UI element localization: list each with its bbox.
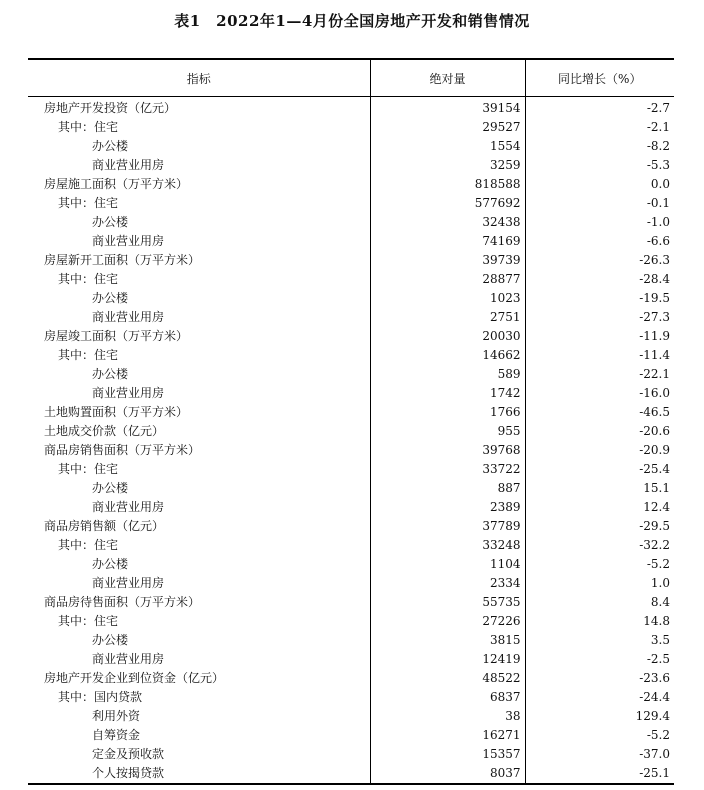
row-indicator: 商业营业用房	[92, 234, 165, 248]
row-growth-value: -29.5	[525, 517, 674, 536]
row-growth-value: -1.0	[525, 213, 674, 232]
row-absolute-value: 33722	[370, 460, 525, 479]
table-row	[28, 745, 674, 764]
table-header-row	[28, 60, 674, 97]
row-absolute-value: 577692	[370, 194, 525, 213]
row-growth-value: 12.4	[525, 498, 674, 517]
row-absolute-value: 20030	[370, 327, 525, 346]
table-row	[28, 384, 674, 403]
table-row	[28, 517, 674, 536]
row-absolute-value: 33248	[370, 536, 525, 555]
row-growth-value: 14.8	[525, 612, 674, 631]
row-absolute-value: 14662	[370, 346, 525, 365]
row-growth-value: -20.9	[525, 441, 674, 460]
row-indicator: 定金及预收款	[92, 747, 165, 761]
table-row	[28, 593, 674, 612]
table-row	[28, 612, 674, 631]
row-absolute-value: 3259	[370, 156, 525, 175]
row-indicator: 办公楼	[92, 633, 129, 647]
table-row	[28, 327, 674, 346]
table-row	[28, 631, 674, 650]
row-indicator: 土地成交价款（亿元）	[44, 424, 165, 438]
table-row	[28, 118, 674, 137]
row-indicator: 其中：住宅	[58, 538, 119, 552]
row-growth-value: -20.6	[525, 422, 674, 441]
row-growth-value: 0.0	[525, 175, 674, 194]
table-row	[28, 555, 674, 574]
table-row	[28, 707, 674, 726]
row-absolute-value: 2389	[370, 498, 525, 517]
row-indicator: 房地产开发企业到位资金（亿元）	[44, 671, 225, 685]
row-indicator: 办公楼	[92, 139, 129, 153]
row-absolute-value: 39154	[370, 97, 525, 119]
row-indicator: 土地购置面积（万平方米）	[44, 405, 189, 419]
row-indicator: 房屋新开工面积（万平方米）	[44, 253, 201, 267]
table-row	[28, 498, 674, 517]
row-growth-value: -32.2	[525, 536, 674, 555]
table-row	[28, 213, 674, 232]
row-indicator: 商业营业用房	[92, 652, 165, 666]
row-growth-value: -11.9	[525, 327, 674, 346]
row-absolute-value: 48522	[370, 669, 525, 688]
row-growth-value: -25.1	[525, 764, 674, 783]
table-row	[28, 536, 674, 555]
row-absolute-value: 15357	[370, 745, 525, 764]
row-absolute-value: 32438	[370, 213, 525, 232]
row-indicator: 其中：住宅	[58, 348, 119, 362]
row-growth-value: -46.5	[525, 403, 674, 422]
row-indicator: 房屋竣工面积（万平方米）	[44, 329, 189, 343]
table-row	[28, 270, 674, 289]
header-indicator: 指标	[28, 60, 370, 97]
data-table	[28, 60, 674, 783]
table-row	[28, 422, 674, 441]
row-absolute-value: 8037	[370, 764, 525, 783]
row-growth-value: -22.1	[525, 365, 674, 384]
row-absolute-value: 1023	[370, 289, 525, 308]
row-growth-value: -2.1	[525, 118, 674, 137]
table-row	[28, 441, 674, 460]
row-growth-value: -5.3	[525, 156, 674, 175]
row-growth-value: -19.5	[525, 289, 674, 308]
row-growth-value: -2.5	[525, 650, 674, 669]
row-growth-value: 15.1	[525, 479, 674, 498]
row-absolute-value: 29527	[370, 118, 525, 137]
row-growth-value: -27.3	[525, 308, 674, 327]
row-absolute-value: 1104	[370, 555, 525, 574]
row-absolute-value: 2751	[370, 308, 525, 327]
row-absolute-value: 6837	[370, 688, 525, 707]
row-growth-value: -28.4	[525, 270, 674, 289]
row-absolute-value: 2334	[370, 574, 525, 593]
table-row	[28, 365, 674, 384]
row-absolute-value: 37789	[370, 517, 525, 536]
table-row	[28, 726, 674, 745]
row-indicator: 利用外资	[92, 709, 141, 723]
row-growth-value: 1.0	[525, 574, 674, 593]
table-row	[28, 460, 674, 479]
row-indicator: 商品房销售面积（万平方米）	[44, 443, 201, 457]
row-growth-value: -26.3	[525, 251, 674, 270]
table-row	[28, 650, 674, 669]
row-growth-value: -16.0	[525, 384, 674, 403]
row-indicator: 商业营业用房	[92, 386, 165, 400]
row-absolute-value: 28877	[370, 270, 525, 289]
row-growth-value: -11.4	[525, 346, 674, 365]
row-absolute-value: 74169	[370, 232, 525, 251]
row-indicator: 办公楼	[92, 215, 129, 229]
row-absolute-value: 39768	[370, 441, 525, 460]
table-row	[28, 308, 674, 327]
row-growth-value: -5.2	[525, 726, 674, 745]
row-absolute-value: 887	[370, 479, 525, 498]
row-indicator: 个人按揭贷款	[92, 766, 165, 780]
row-indicator: 商品房销售额（亿元）	[44, 519, 165, 533]
row-growth-value: 3.5	[525, 631, 674, 650]
row-absolute-value: 27226	[370, 612, 525, 631]
row-absolute-value: 1742	[370, 384, 525, 403]
table-row	[28, 175, 674, 194]
table-row	[28, 156, 674, 175]
table-row	[28, 574, 674, 593]
row-indicator: 商业营业用房	[92, 310, 165, 324]
table-row	[28, 251, 674, 270]
row-growth-value: -24.4	[525, 688, 674, 707]
table-title: 表1 2022年1—4月份全国房地产开发和销售情况	[174, 12, 530, 30]
row-indicator: 办公楼	[92, 291, 129, 305]
row-absolute-value: 589	[370, 365, 525, 384]
row-indicator: 房地产开发投资（亿元）	[44, 101, 177, 115]
row-growth-value: -2.7	[525, 97, 674, 119]
table-row	[28, 232, 674, 251]
data-table-container	[28, 58, 674, 785]
row-growth-value: -37.0	[525, 745, 674, 764]
row-indicator: 办公楼	[92, 557, 129, 571]
row-indicator: 房屋施工面积（万平方米）	[44, 177, 189, 191]
row-absolute-value: 1554	[370, 137, 525, 156]
row-indicator: 办公楼	[92, 481, 129, 495]
row-growth-value: 129.4	[525, 707, 674, 726]
row-absolute-value: 1766	[370, 403, 525, 422]
row-growth-value: -5.2	[525, 555, 674, 574]
table-row	[28, 137, 674, 156]
row-growth-value: -23.6	[525, 669, 674, 688]
row-absolute-value: 55735	[370, 593, 525, 612]
row-absolute-value: 16271	[370, 726, 525, 745]
header-growth: 同比增长（%）	[525, 60, 674, 97]
table-row	[28, 688, 674, 707]
table-row	[28, 289, 674, 308]
row-indicator: 其中：住宅	[58, 462, 119, 476]
row-absolute-value: 818588	[370, 175, 525, 194]
row-growth-value: -8.2	[525, 137, 674, 156]
row-indicator: 商业营业用房	[92, 500, 165, 514]
row-indicator: 其中：住宅	[58, 272, 119, 286]
row-absolute-value: 12419	[370, 650, 525, 669]
row-growth-value: -0.1	[525, 194, 674, 213]
row-indicator: 其中：住宅	[58, 196, 119, 210]
row-absolute-value: 38	[370, 707, 525, 726]
row-indicator: 自筹资金	[92, 728, 141, 742]
row-indicator: 商品房待售面积（万平方米）	[44, 595, 201, 609]
table-row	[28, 669, 674, 688]
row-absolute-value: 955	[370, 422, 525, 441]
row-growth-value: -25.4	[525, 460, 674, 479]
table-body	[28, 97, 674, 784]
row-indicator: 办公楼	[92, 367, 129, 381]
row-absolute-value: 3815	[370, 631, 525, 650]
header-absolute: 绝对量	[370, 60, 525, 97]
row-growth-value: 8.4	[525, 593, 674, 612]
row-indicator: 其中：住宅	[58, 120, 119, 134]
table-row	[28, 97, 674, 119]
row-indicator: 其中：国内贷款	[58, 690, 143, 704]
table-row	[28, 346, 674, 365]
table-row	[28, 479, 674, 498]
table-row	[28, 764, 674, 783]
row-indicator: 商业营业用房	[92, 158, 165, 172]
table-row	[28, 194, 674, 213]
row-absolute-value: 39739	[370, 251, 525, 270]
row-indicator: 其中：住宅	[58, 614, 119, 628]
row-indicator: 商业营业用房	[92, 576, 165, 590]
table-row	[28, 403, 674, 422]
row-growth-value: -6.6	[525, 232, 674, 251]
